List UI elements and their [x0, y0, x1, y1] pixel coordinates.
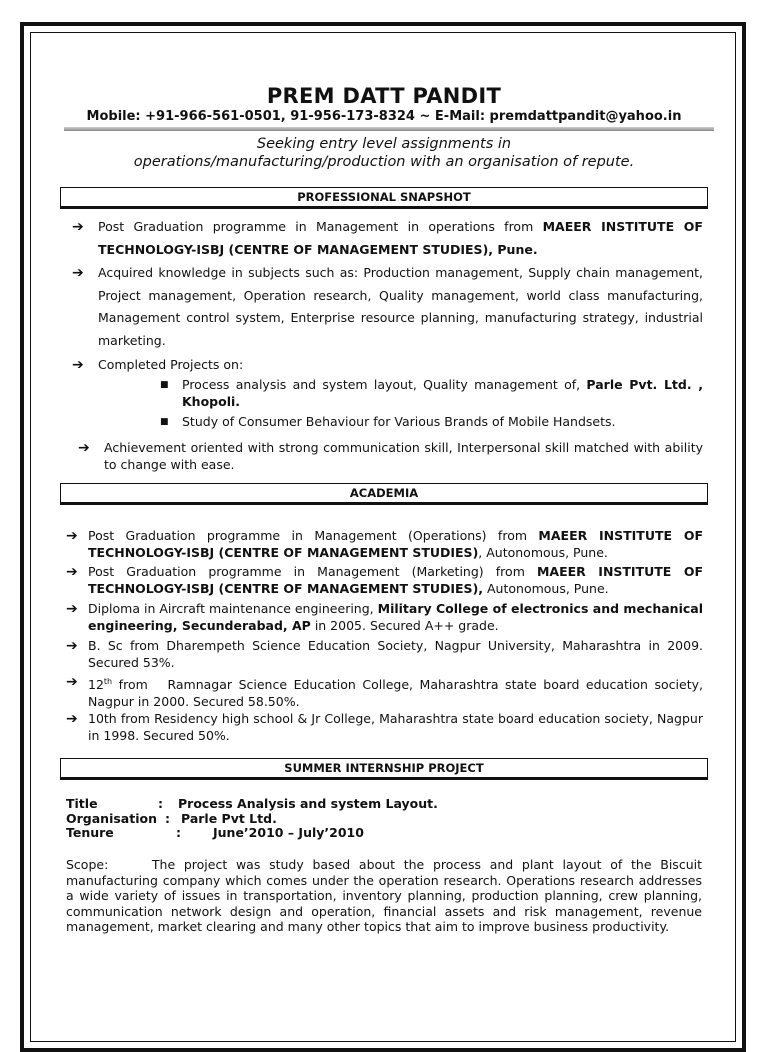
internship-title-label: Title	[66, 796, 98, 811]
academia-item-tail: Autonomous, Pune.	[483, 580, 609, 596]
internship-tenure-row	[66, 826, 438, 841]
academia-item-grade: 12	[88, 677, 104, 693]
internship-tenure-label: Tenure	[66, 825, 114, 840]
academia-item-text: Post Graduation programme in Management (Marketing) from	[88, 564, 537, 579]
internship-details	[66, 797, 438, 841]
objective-line-1: Seeking entry level assignments in	[256, 136, 512, 152]
arrow-bullet-icon: ➔	[72, 265, 84, 281]
colon-separator: :	[158, 796, 163, 811]
academia-item	[66, 601, 703, 634]
snapshot-item	[72, 262, 703, 352]
arrow-bullet-icon: ➔	[72, 219, 84, 235]
project-item	[160, 377, 703, 410]
academia-item-tail: in 2005. Secured A++ grade.	[310, 617, 499, 633]
arrow-bullet-icon: ➔	[66, 674, 78, 690]
academia-item-text: 10th from Residency high school & Jr College, Maharashtra state board education society, Nagpur in 1998. Secured 50%.	[88, 711, 703, 743]
academia-item-institute: MAEER INSTITUTE OF TECHNOLOGY-ISBJ (CENTRE OF MANAGEMENT STUDIES)	[88, 528, 703, 560]
snapshot-item-institute: MAEER INSTITUTE OF TECHNOLOGY-ISBJ (CENTRE OF MANAGEMENT STUDIES), Pune.	[98, 219, 703, 257]
project-item-text: Study of Consumer Behaviour for Various Brands of Mobile Handsets.	[182, 414, 616, 429]
square-bullet-icon: ■	[160, 380, 169, 390]
internship-organisation-row	[66, 812, 438, 827]
internship-organisation-label: Organisation	[66, 810, 157, 826]
colon-separator: :	[176, 825, 181, 840]
academia-item	[66, 564, 703, 597]
arrow-bullet-icon: ➔	[66, 638, 78, 654]
snapshot-item-text: Acquired knowledge in subjects such as: Production management, Supply chain management, Project management, Operation research, Quality management, world class manufacturing, Management control system, Enterprise resource planning, manufacturing strategy, industrial marketing.	[98, 265, 703, 348]
career-objective	[40, 135, 728, 171]
arrow-bullet-icon: ➔	[66, 528, 78, 544]
snapshot-item	[72, 216, 703, 261]
objective-line-2: operations/manufacturing/production with an organisation of repute.	[133, 154, 635, 170]
internship-title-row	[66, 797, 438, 812]
academia-item	[66, 638, 703, 671]
internship-title-value: Process Analysis and system Layout.	[178, 796, 438, 811]
snapshot-item	[72, 354, 703, 377]
project-item-text: Process analysis and system layout, Quality management of,	[182, 377, 587, 392]
academia-item	[66, 528, 703, 561]
snapshot-item-text: Completed Projects on:	[98, 357, 244, 372]
square-bullet-icon: ■	[160, 417, 169, 427]
section-heading-summer-internship: SUMMER INTERNSHIP PROJECT	[60, 758, 708, 778]
academia-item-text: Post Graduation programme in Management (Operations) from	[88, 528, 539, 543]
arrow-bullet-icon: ➔	[66, 711, 78, 727]
arrow-bullet-icon: ➔	[72, 357, 84, 373]
internship-tenure-value: June’2010 – July’2010	[213, 825, 364, 840]
snapshot-item-text: Post Graduation programme in Management in operations from	[98, 219, 543, 234]
academia-item-tail: , Autonomous, Pune.	[478, 544, 608, 560]
snapshot-item-text: Achievement oriented with strong communication skill, Interpersonal skill matched with ability to change with ease.	[104, 440, 703, 472]
contact-line: Mobile: +91-966-561-0501, 91-956-173-8324 ~ E-Mail: premdattpandit@yahoo.in	[86, 109, 682, 124]
academia-item-grade-suffix: th	[103, 677, 113, 686]
project-item-company: Parle Pvt. Ltd. , Khopoli.	[182, 377, 703, 409]
colon-separator: :	[165, 810, 170, 826]
snapshot-item	[78, 440, 703, 473]
academia-item	[66, 674, 707, 710]
academia-item-text: Diploma in Aircraft maintenance engineering,	[88, 601, 378, 616]
section-heading-academia: ACADEMIA	[60, 483, 708, 503]
academia-item	[66, 711, 703, 744]
arrow-bullet-icon: ➔	[66, 564, 78, 580]
section-heading-professional-snapshot: PROFESSIONAL SNAPSHOT	[60, 187, 708, 207]
academia-item-institute: Military College of electronics and mechanical engineering, Secunderabad, AP	[88, 601, 703, 633]
contact-divider	[64, 127, 714, 131]
academia-item-text: from Ramnagar Science Education College, Maharashtra state board education society, Nagpur in 2000. Secured 58.50%.	[88, 677, 707, 709]
arrow-bullet-icon: ➔	[66, 601, 78, 617]
academia-item-text: B. Sc from Dharempeth Science Education Society, Nagpur University, Maharashtra in 2009. Secured 53%.	[88, 638, 703, 670]
internship-organisation-value: Parle Pvt Ltd.	[181, 810, 277, 826]
arrow-bullet-icon: ➔	[78, 440, 90, 456]
academia-item-institute: MAEER INSTITUTE OF TECHNOLOGY-ISBJ (CENTRE OF MANAGEMENT STUDIES),	[88, 564, 703, 596]
internship-scope: Scope: The project was study based about the process and plant layout of the Biscuit manufacturing company which comes under the operation research. Operations research addresses a wide variety of issues in transportation, inventory planning, production planning, crew planning, communication network design and operation, financial assets and risk management, revenue management, market clearing and many other topics that aim to improve business productivity.	[66, 857, 706, 935]
candidate-name: PREM DATT PANDIT	[266, 84, 502, 108]
project-item	[160, 414, 703, 431]
